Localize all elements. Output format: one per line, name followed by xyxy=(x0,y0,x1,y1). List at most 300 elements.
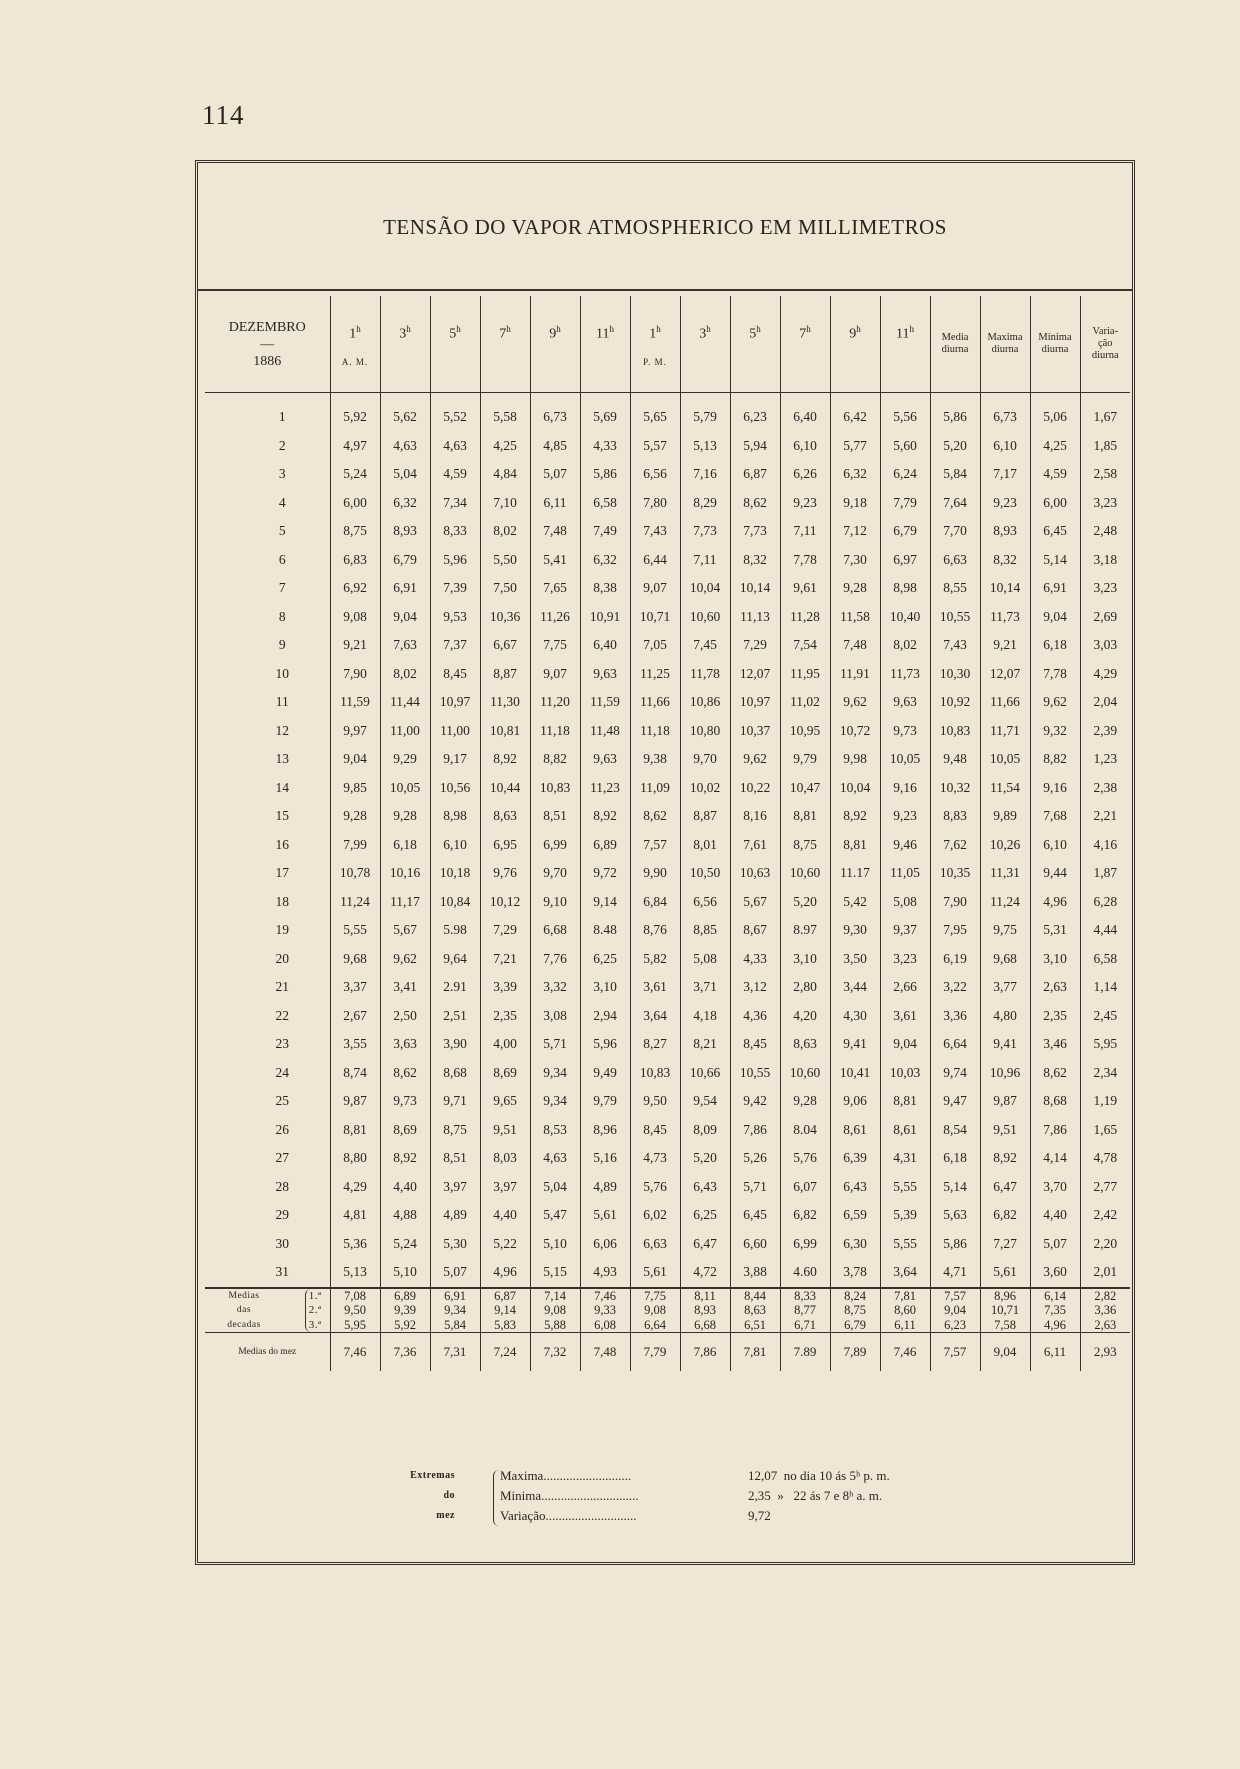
day-number: 13 xyxy=(275,751,289,767)
value-cell: 8,67 xyxy=(730,916,780,945)
value-cell: 8,74 xyxy=(330,1059,380,1088)
value-cell: 2,48 xyxy=(1080,517,1130,546)
value-cell: 7,63 xyxy=(380,631,430,660)
value-cell: 5,04 xyxy=(380,460,430,489)
decade-mean-value: 8,93 xyxy=(694,1303,716,1317)
extreme-value: 9,72 xyxy=(748,1508,771,1523)
value-cell: 4.60 xyxy=(780,1258,830,1288)
value-cell: 6,26 xyxy=(780,460,830,489)
value-cell: 8,38 xyxy=(580,574,630,603)
value-cell: 7,05 xyxy=(630,631,680,660)
extremes-label-2: do xyxy=(443,1490,455,1501)
value-cell: 1,14 xyxy=(1080,973,1130,1002)
decade-mean-value: 6,79 xyxy=(844,1317,866,1332)
day-number: 1 xyxy=(278,409,286,425)
value-cell: 2,50 xyxy=(380,1002,430,1031)
day-number: 24 xyxy=(275,1064,289,1080)
value-cell: 1,87 xyxy=(1080,859,1130,888)
value-cell: 11,95 xyxy=(780,660,830,689)
value-cell: 10,50 xyxy=(680,859,730,888)
value-cell: 8,63 xyxy=(480,802,530,831)
value-cell: 10,83 xyxy=(530,774,580,803)
decade-means-cell xyxy=(930,1288,980,1333)
value-cell: 9,21 xyxy=(330,631,380,660)
value-cell: 9,65 xyxy=(480,1087,530,1116)
value-cell: 7,64 xyxy=(930,489,980,518)
decade-means-body xyxy=(205,1288,1130,1333)
day-number: 4 xyxy=(278,494,286,510)
value-cell: 5,13 xyxy=(680,432,730,461)
value-cell: 10,02 xyxy=(680,774,730,803)
decade-mean-value: 9,50 xyxy=(344,1303,366,1317)
value-cell: 5,07 xyxy=(1030,1230,1080,1259)
decade-mean-value: 7,57 xyxy=(944,1288,966,1303)
day-number: 14 xyxy=(275,779,289,795)
value-cell: 8,81 xyxy=(830,831,880,860)
value-cell: 6,25 xyxy=(680,1201,730,1230)
decade-mean-value: 9,08 xyxy=(644,1303,666,1317)
value-cell: 8,98 xyxy=(430,802,480,831)
value-cell: 10,96 xyxy=(980,1059,1030,1088)
table-row xyxy=(205,517,1130,546)
value-cell: 9,04 xyxy=(880,1030,930,1059)
month-mean-value: 7,86 xyxy=(680,1333,730,1372)
decade-mean-value: 6,64 xyxy=(644,1317,666,1332)
value-cell: 9,62 xyxy=(730,745,780,774)
value-cell: 4,20 xyxy=(780,1002,830,1031)
value-cell: 10,36 xyxy=(480,603,530,632)
days-body xyxy=(205,393,1130,1288)
value-cell: 3,08 xyxy=(530,1002,580,1031)
value-cell: 5,96 xyxy=(430,546,480,575)
value-cell: 6,56 xyxy=(630,460,680,489)
value-cell: 10,84 xyxy=(430,888,480,917)
value-cell: 5,14 xyxy=(1030,546,1080,575)
value-cell: 10,60 xyxy=(780,1059,830,1088)
value-cell: 11,66 xyxy=(980,688,1030,717)
value-cell: 9,54 xyxy=(680,1087,730,1116)
value-cell: 9,53 xyxy=(430,603,480,632)
value-cell: 9,85 xyxy=(330,774,380,803)
month-mean-value: 7,81 xyxy=(730,1333,780,1372)
value-cell: 7,21 xyxy=(480,945,530,974)
table-row xyxy=(205,774,1130,803)
value-cell: 9,63 xyxy=(580,745,630,774)
value-cell: 11.17 xyxy=(830,859,880,888)
extremes-label-1: Extremas xyxy=(410,1470,455,1481)
value-cell: 10,81 xyxy=(480,717,530,746)
value-cell: 8,61 xyxy=(830,1116,880,1145)
decade-means-cell xyxy=(980,1288,1030,1333)
value-cell: 5,04 xyxy=(530,1173,580,1202)
value-cell: 6,18 xyxy=(380,831,430,860)
table-row xyxy=(205,1173,1130,1202)
value-cell: 11,28 xyxy=(780,603,830,632)
value-cell: 8,80 xyxy=(330,1144,380,1173)
value-cell: 2,67 xyxy=(330,1002,380,1031)
decade-mean-value: 5,84 xyxy=(444,1317,466,1332)
value-cell: 9,62 xyxy=(1030,688,1080,717)
value-cell: 8,32 xyxy=(980,546,1030,575)
value-cell: 7,37 xyxy=(430,631,480,660)
value-cell: 4,84 xyxy=(480,460,530,489)
value-cell: 5,55 xyxy=(880,1173,930,1202)
value-cell: 11,54 xyxy=(980,774,1030,803)
decade-means-cell xyxy=(430,1288,480,1333)
value-cell: 8,81 xyxy=(880,1087,930,1116)
value-cell: 6,89 xyxy=(580,831,630,860)
value-cell: 9,74 xyxy=(930,1059,980,1088)
table-row xyxy=(205,1002,1130,1031)
decade-mean-value: 10,71 xyxy=(990,1303,1020,1317)
value-cell: 11,24 xyxy=(980,888,1030,917)
table-row xyxy=(205,945,1130,974)
value-cell: 9,49 xyxy=(580,1059,630,1088)
table-row xyxy=(205,631,1130,660)
extreme-value: 12,07 xyxy=(748,1468,778,1483)
value-cell: 10,71 xyxy=(630,603,680,632)
value-cell: 4,59 xyxy=(1030,460,1080,489)
value-cell: 6,87 xyxy=(730,460,780,489)
value-cell: 8,81 xyxy=(780,802,830,831)
decade-means-cell xyxy=(380,1288,430,1333)
value-cell: 3,64 xyxy=(880,1258,930,1288)
value-cell: 9,98 xyxy=(830,745,880,774)
value-cell: 6,25 xyxy=(580,945,630,974)
value-cell: 3,97 xyxy=(430,1173,480,1202)
value-cell: 5,71 xyxy=(530,1030,580,1059)
decade-means-cell xyxy=(1080,1288,1130,1333)
hour-header: 7$^h$ xyxy=(780,296,830,393)
value-cell: 7,73 xyxy=(680,517,730,546)
title-box xyxy=(198,163,1132,291)
value-cell: 10,16 xyxy=(380,859,430,888)
value-cell: 6,32 xyxy=(830,460,880,489)
value-cell: 3,41 xyxy=(380,973,430,1002)
value-cell: 6,58 xyxy=(580,489,630,518)
value-cell: 10,92 xyxy=(930,688,980,717)
value-cell: 6,23 xyxy=(730,393,780,432)
value-cell: 2,58 xyxy=(1080,460,1130,489)
table-row xyxy=(205,859,1130,888)
month-mean-value: 7,36 xyxy=(380,1333,430,1372)
value-cell: 11,78 xyxy=(680,660,730,689)
value-cell: 9,28 xyxy=(830,574,880,603)
value-cell: 3,78 xyxy=(830,1258,880,1288)
month-mean-value: 7,24 xyxy=(480,1333,530,1372)
value-cell: 4,31 xyxy=(880,1144,930,1173)
value-cell: 10,80 xyxy=(680,717,730,746)
value-cell: 10,41 xyxy=(830,1059,880,1088)
value-cell: 6,47 xyxy=(980,1173,1030,1202)
value-cell: 9,97 xyxy=(330,717,380,746)
hour-header: 1$^h$ A. M. xyxy=(330,296,380,393)
value-cell: 11,05 xyxy=(880,859,930,888)
value-cell: 4,71 xyxy=(930,1258,980,1288)
value-cell: 7,30 xyxy=(830,546,880,575)
value-cell: 2,20 xyxy=(1080,1230,1130,1259)
value-cell: 6,06 xyxy=(580,1230,630,1259)
value-cell: 10,35 xyxy=(930,859,980,888)
value-cell: 9,61 xyxy=(780,574,830,603)
value-cell: 2,38 xyxy=(1080,774,1130,803)
value-cell: 9,14 xyxy=(580,888,630,917)
value-cell: 8,54 xyxy=(930,1116,980,1145)
day-number: 20 xyxy=(275,950,289,966)
decade-means-cell xyxy=(780,1288,830,1333)
value-cell: 2,04 xyxy=(1080,688,1130,717)
day-number: 11 xyxy=(275,694,289,710)
value-cell: 6,18 xyxy=(1030,631,1080,660)
hour-header: 7$^h$ xyxy=(480,296,530,393)
value-cell: 9,32 xyxy=(1030,717,1080,746)
value-cell: 1,23 xyxy=(1080,745,1130,774)
value-cell: 2,34 xyxy=(1080,1059,1130,1088)
value-cell: 4,16 xyxy=(1080,831,1130,860)
value-cell: 5,55 xyxy=(880,1230,930,1259)
header-row xyxy=(205,296,1130,393)
decade-mean-value: 5,88 xyxy=(544,1317,566,1332)
day-number: 31 xyxy=(275,1264,289,1280)
value-cell: 10,97 xyxy=(430,688,480,717)
value-cell: 10,32 xyxy=(930,774,980,803)
value-cell: 9,72 xyxy=(580,859,630,888)
value-cell: 4,59 xyxy=(430,460,480,489)
value-cell: 3,44 xyxy=(830,973,880,1002)
value-cell: 2,35 xyxy=(480,1002,530,1031)
value-cell: 10,83 xyxy=(630,1059,680,1088)
value-cell: 1,19 xyxy=(1080,1087,1130,1116)
value-cell: 3,18 xyxy=(1080,546,1130,575)
value-cell: 11,00 xyxy=(380,717,430,746)
value-cell: 6,07 xyxy=(780,1173,830,1202)
value-cell: 7,75 xyxy=(530,631,580,660)
month-label: DEZEMBRO xyxy=(228,319,306,335)
value-cell: 5,92 xyxy=(330,393,380,432)
extreme-name: Maxima xyxy=(500,1468,544,1483)
value-cell: 11,00 xyxy=(430,717,480,746)
value-cell: 6,00 xyxy=(330,489,380,518)
day-number: 10 xyxy=(275,665,289,681)
day-number: 30 xyxy=(275,1235,289,1251)
decade-means-cell xyxy=(730,1288,780,1333)
value-cell: 9,87 xyxy=(330,1087,380,1116)
value-cell: 9,38 xyxy=(630,745,680,774)
day-number: 22 xyxy=(275,1007,289,1023)
value-cell: 9,75 xyxy=(980,916,1030,945)
value-cell: 7,11 xyxy=(680,546,730,575)
value-cell: 7,70 xyxy=(930,517,980,546)
value-cell: 1,85 xyxy=(1080,432,1130,461)
value-cell: 10,47 xyxy=(780,774,830,803)
value-cell: 3,63 xyxy=(380,1030,430,1059)
value-cell: 5,86 xyxy=(580,460,630,489)
extreme-detail: » 22 ás 7 e 8ʰ a. m. xyxy=(777,1488,883,1503)
decade-mean-value: 8,63 xyxy=(744,1303,766,1317)
day-number: 3 xyxy=(278,466,286,482)
value-cell: 2,80 xyxy=(780,973,830,1002)
day-number: 8 xyxy=(278,608,286,624)
value-cell: 9,44 xyxy=(1030,859,1080,888)
value-cell: 7,48 xyxy=(530,517,580,546)
value-cell: 3,36 xyxy=(930,1002,980,1031)
value-cell: 10,72 xyxy=(830,717,880,746)
extreme-name: Variação xyxy=(500,1508,546,1523)
hour-header: 5$^h$ xyxy=(730,296,780,393)
value-cell: 6,83 xyxy=(330,546,380,575)
value-cell: 9,51 xyxy=(980,1116,1030,1145)
value-cell: 8,68 xyxy=(430,1059,480,1088)
decade-means-row xyxy=(205,1288,1130,1333)
decade-means-cell xyxy=(880,1288,930,1333)
value-cell: 9,50 xyxy=(630,1087,680,1116)
value-cell: 8,98 xyxy=(880,574,930,603)
value-cell: 7,68 xyxy=(1030,802,1080,831)
day-number: 16 xyxy=(275,836,289,852)
value-cell: 8,93 xyxy=(380,517,430,546)
value-cell: 9,07 xyxy=(530,660,580,689)
value-cell: 6,47 xyxy=(680,1230,730,1259)
hour-header: 11$^h$ xyxy=(580,296,630,393)
month-means-label: Medias do mez xyxy=(205,1333,330,1372)
value-cell: 7,61 xyxy=(730,831,780,860)
value-cell: 8,63 xyxy=(780,1030,830,1059)
value-cell: 9,34 xyxy=(530,1087,580,1116)
decade-mean-value: 6,68 xyxy=(694,1317,716,1332)
value-cell: 5,86 xyxy=(930,393,980,432)
value-cell: 5,30 xyxy=(430,1230,480,1259)
value-cell: 4,33 xyxy=(730,945,780,974)
value-cell: 7,99 xyxy=(330,831,380,860)
value-cell: 9,73 xyxy=(880,717,930,746)
value-cell: 6,32 xyxy=(580,546,630,575)
value-cell: 6,39 xyxy=(830,1144,880,1173)
table-row xyxy=(205,574,1130,603)
value-cell: 9,07 xyxy=(630,574,680,603)
value-cell: 11,73 xyxy=(880,660,930,689)
value-cell: 5,61 xyxy=(580,1201,630,1230)
value-cell: 8,21 xyxy=(680,1030,730,1059)
value-cell: 10,14 xyxy=(980,574,1030,603)
day-number: 23 xyxy=(275,1036,289,1052)
hour-header: 5$^h$ xyxy=(430,296,480,393)
value-cell: 4,85 xyxy=(530,432,580,461)
value-cell: 10,56 xyxy=(430,774,480,803)
value-cell: 7,29 xyxy=(480,916,530,945)
table-row xyxy=(205,1201,1130,1230)
month-mean-value: 2,93 xyxy=(1080,1333,1130,1372)
value-cell: 5,15 xyxy=(530,1258,580,1288)
month-mean-value: 7,79 xyxy=(630,1333,680,1372)
decade-mean-value: 2,63 xyxy=(1094,1317,1117,1332)
value-cell: 6,43 xyxy=(830,1173,880,1202)
value-cell: 8,69 xyxy=(480,1059,530,1088)
value-cell: 3,12 xyxy=(730,973,780,1002)
value-cell: 8,45 xyxy=(730,1030,780,1059)
value-cell: 11,20 xyxy=(530,688,580,717)
value-cell: 4,78 xyxy=(1080,1144,1130,1173)
value-cell: 10,40 xyxy=(880,603,930,632)
value-cell: 8,27 xyxy=(630,1030,680,1059)
value-cell: 7,57 xyxy=(630,831,680,860)
value-cell: 9,34 xyxy=(530,1059,580,1088)
decade-mean-value: 9,14 xyxy=(494,1303,516,1317)
value-cell: 8,92 xyxy=(980,1144,1030,1173)
value-cell: 7,73 xyxy=(730,517,780,546)
value-cell: 5,61 xyxy=(980,1258,1030,1288)
value-cell: 7,54 xyxy=(780,631,830,660)
value-cell: 2,45 xyxy=(1080,1002,1130,1031)
vapor-table xyxy=(205,296,1130,1371)
value-cell: 3,77 xyxy=(980,973,1030,1002)
value-cell: 5,55 xyxy=(330,916,380,945)
value-cell: 11,59 xyxy=(580,688,630,717)
value-cell: 9,28 xyxy=(780,1087,830,1116)
decade-label: Medias das decadas 1.ª 2.ª 3.ª xyxy=(205,1288,330,1333)
value-cell: 5,47 xyxy=(530,1201,580,1230)
extreme-value: 2,35 xyxy=(748,1488,771,1503)
value-cell: 5,62 xyxy=(380,393,430,432)
extreme-detail: no dia 10 ás 5ʰ p. m. xyxy=(783,1468,890,1483)
value-cell: 6,68 xyxy=(530,916,580,945)
value-cell: 5,20 xyxy=(930,432,980,461)
value-cell: 4,44 xyxy=(1080,916,1130,945)
day-number: 27 xyxy=(275,1150,289,1166)
value-cell: 10,22 xyxy=(730,774,780,803)
value-cell: 8,33 xyxy=(430,517,480,546)
value-cell: 9,04 xyxy=(330,745,380,774)
decade-mean-value: 8,11 xyxy=(694,1288,716,1303)
day-number: 25 xyxy=(275,1093,289,1109)
value-cell: 7,12 xyxy=(830,517,880,546)
leader-dots: ............................ xyxy=(545,1508,637,1523)
decade-mean-value: 2,82 xyxy=(1094,1288,1117,1303)
value-cell: 9,18 xyxy=(830,489,880,518)
value-cell: 8,32 xyxy=(730,546,780,575)
value-cell: 9,64 xyxy=(430,945,480,974)
value-cell: 6,43 xyxy=(680,1173,730,1202)
value-cell: 9,41 xyxy=(980,1030,1030,1059)
value-cell: 6,79 xyxy=(880,517,930,546)
table-row xyxy=(205,1230,1130,1259)
value-cell: 10,91 xyxy=(580,603,630,632)
value-cell: 11,31 xyxy=(980,859,1030,888)
value-cell: 10,66 xyxy=(680,1059,730,1088)
value-cell: 5,79 xyxy=(680,393,730,432)
value-cell: 10,83 xyxy=(930,717,980,746)
value-cell: 3,23 xyxy=(1080,574,1130,603)
value-cell: 10,78 xyxy=(330,859,380,888)
value-cell: 7,62 xyxy=(930,831,980,860)
value-cell: 5,14 xyxy=(930,1173,980,1202)
value-cell: 7,16 xyxy=(680,460,730,489)
day-number: 9 xyxy=(278,637,286,653)
value-cell: 6,32 xyxy=(380,489,430,518)
year-label: 1886 xyxy=(253,353,282,369)
value-cell: 10,26 xyxy=(980,831,1030,860)
month-means-body xyxy=(205,1333,1130,1372)
value-cell: 2,21 xyxy=(1080,802,1130,831)
value-cell: 7,49 xyxy=(580,517,630,546)
value-cell: 7,86 xyxy=(1030,1116,1080,1145)
value-cell: 5,52 xyxy=(430,393,480,432)
value-cell: 5,26 xyxy=(730,1144,780,1173)
value-cell: 9,63 xyxy=(880,688,930,717)
value-cell: 4,81 xyxy=(330,1201,380,1230)
value-cell: 6,99 xyxy=(530,831,580,860)
value-cell: 11,13 xyxy=(730,603,780,632)
value-cell: 11,59 xyxy=(330,688,380,717)
